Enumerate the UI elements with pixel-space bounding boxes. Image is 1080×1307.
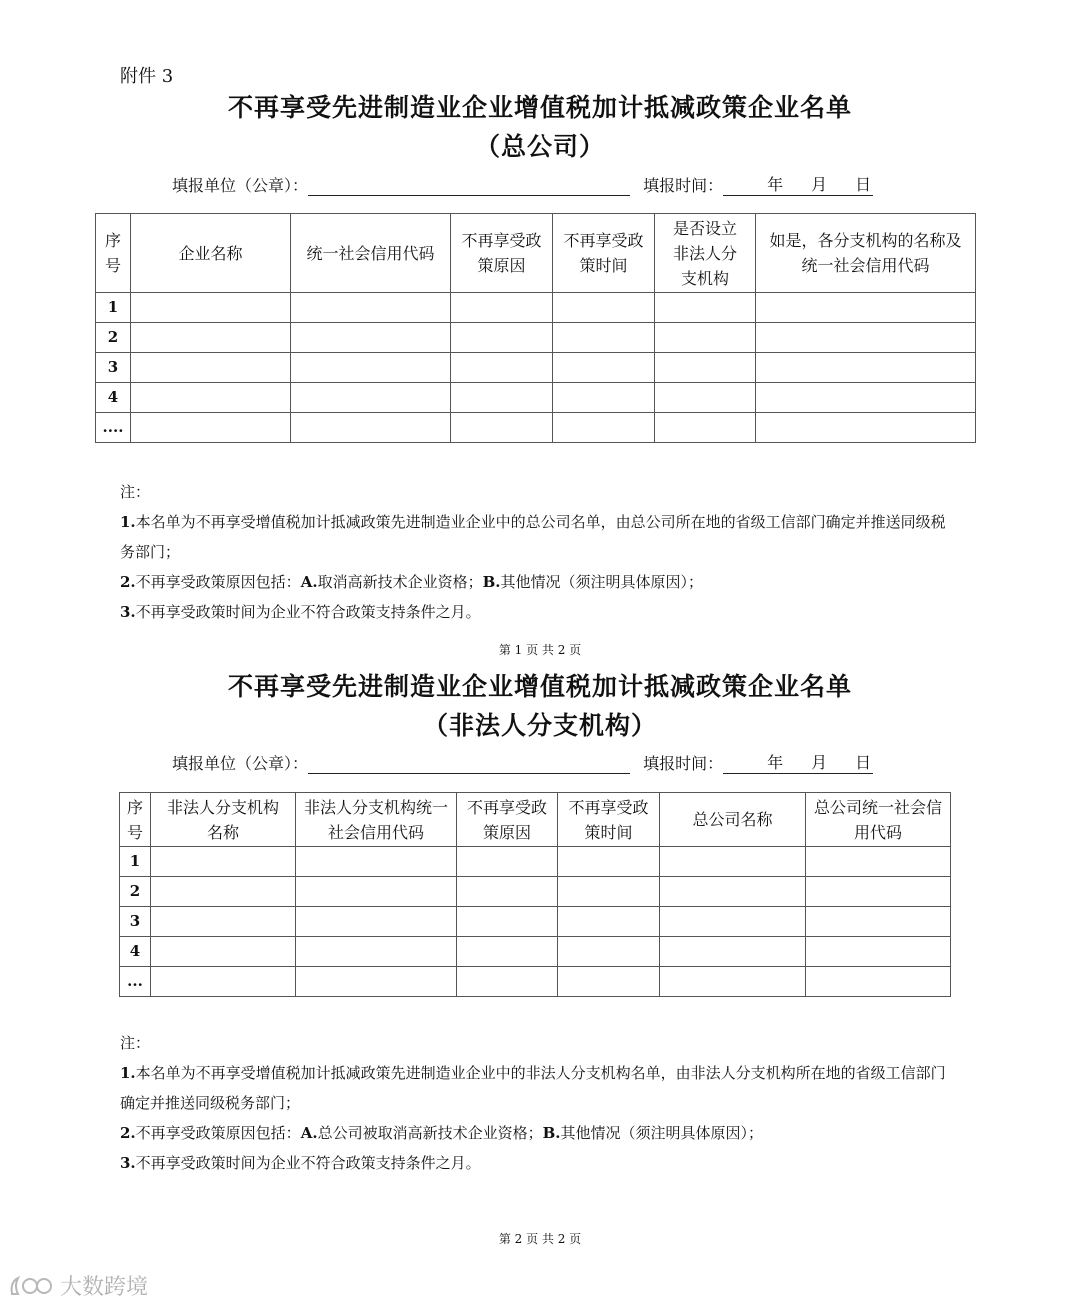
fill-unit-label: 填报单位（公章）： <box>172 176 309 195</box>
table-cell[interactable] <box>553 293 655 323</box>
fill-unit-field[interactable] <box>308 177 630 196</box>
header-cell: 总公司名称 <box>660 793 806 847</box>
table-cell[interactable] <box>558 877 660 907</box>
header-cell: 如是，各分支机构的名称及统一社会信用代码 <box>756 214 976 293</box>
row-number: 2 <box>120 877 151 907</box>
table-cell[interactable] <box>451 413 553 443</box>
table-cell[interactable] <box>131 353 291 383</box>
table-cell[interactable] <box>553 353 655 383</box>
table-cell[interactable] <box>660 967 806 997</box>
table-row <box>96 413 976 443</box>
table-cell[interactable] <box>451 383 553 413</box>
row-number: 1 <box>120 847 151 877</box>
header-cell: 非法人分支机构名称 <box>151 793 296 847</box>
table-cell[interactable] <box>655 383 756 413</box>
table-cell[interactable] <box>296 907 457 937</box>
table-cell[interactable] <box>806 847 951 877</box>
table-cell[interactable] <box>451 353 553 383</box>
fill-line <box>172 172 873 196</box>
date-year: 年 <box>767 175 784 194</box>
table-cell[interactable] <box>296 877 457 907</box>
table-cell[interactable] <box>553 383 655 413</box>
table-cell[interactable] <box>451 293 553 323</box>
notes-label: 注： <box>120 483 151 501</box>
table-cell[interactable] <box>291 383 451 413</box>
table-cell[interactable] <box>151 877 296 907</box>
table-cell[interactable] <box>457 967 558 997</box>
table-row <box>120 967 951 997</box>
table-row <box>96 293 976 323</box>
header-cell: 不再享受政策时间 <box>558 793 660 847</box>
table-cell[interactable] <box>151 937 296 967</box>
company-table <box>95 213 976 443</box>
row-number: 3 <box>120 907 151 937</box>
note-item: 3.不再享受政策时间为企业不符合政策支持条件之月。 <box>120 1154 481 1172</box>
table-row <box>120 877 951 907</box>
header-cell: 不再享受政策时间 <box>553 214 655 293</box>
notes-block <box>120 1028 960 1178</box>
table-cell[interactable] <box>553 323 655 353</box>
attachment-label: 附件 3 <box>120 66 174 87</box>
table-header-row <box>120 793 951 847</box>
table-row <box>96 383 976 413</box>
table-row <box>120 847 951 877</box>
fill-time-field[interactable] <box>723 750 873 774</box>
date-year: 年 <box>767 753 784 772</box>
table-cell[interactable] <box>457 937 558 967</box>
row-number: 4 <box>96 383 131 413</box>
branch-table <box>119 792 951 997</box>
table-cell[interactable] <box>457 847 558 877</box>
table-cell[interactable] <box>806 967 951 997</box>
table-cell[interactable] <box>553 413 655 443</box>
fill-time-label: 填报时间： <box>643 176 724 195</box>
fill-time-label: 填报时间： <box>643 754 724 773</box>
table-cell[interactable] <box>558 937 660 967</box>
page-number: 第 1 页 共 2 页 <box>498 643 582 657</box>
date-day: 日 <box>855 175 872 194</box>
table-cell[interactable] <box>131 323 291 353</box>
page-number: 第 2 页 共 2 页 <box>498 1232 582 1246</box>
page-subtitle: （非法人分支机构） <box>422 711 657 740</box>
row-number: .... <box>96 413 131 443</box>
watermark-text: 大数跨境 <box>60 1275 149 1300</box>
table-row <box>96 323 976 353</box>
table-cell[interactable] <box>451 323 553 353</box>
table-cell[interactable] <box>151 847 296 877</box>
table-cell[interactable] <box>756 353 976 383</box>
table-cell[interactable] <box>131 413 291 443</box>
notes-label: 注： <box>120 1034 151 1052</box>
table-cell[interactable] <box>660 847 806 877</box>
table-cell[interactable] <box>291 293 451 323</box>
table-cell[interactable] <box>806 937 951 967</box>
page-title: 不再享受先进制造业企业增值税加计抵减政策企业名单 <box>227 672 852 701</box>
note-item: 3.不再享受政策时间为企业不符合政策支持条件之月。 <box>120 603 481 621</box>
table-cell[interactable] <box>151 967 296 997</box>
header-cell: 不再享受政策原因 <box>451 214 553 293</box>
table-cell[interactable] <box>806 877 951 907</box>
table-cell[interactable] <box>131 383 291 413</box>
row-number: ... <box>120 967 151 997</box>
table-cell[interactable] <box>756 323 976 353</box>
note-item: 2.不再享受政策原因包括：A.总公司被取消高新技术企业资格；B.其他情况（须注明具体原因）； <box>120 1124 763 1142</box>
row-number: 2 <box>96 323 131 353</box>
table-cell[interactable] <box>655 413 756 443</box>
fill-time-field[interactable] <box>723 172 873 196</box>
header-cell: 企业名称 <box>131 214 291 293</box>
header-cell: 统一社会信用代码 <box>291 214 451 293</box>
row-number: 1 <box>96 293 131 323</box>
header-cell: 是否设立非法人分支机构 <box>655 214 756 293</box>
header-cell: 序号 <box>96 214 131 293</box>
date-month: 月 <box>811 175 828 194</box>
header-cell: 序号 <box>120 793 151 847</box>
header-cell: 非法人分支机构统一社会信用代码 <box>296 793 457 847</box>
table-cell[interactable] <box>558 907 660 937</box>
table-cell[interactable] <box>558 847 660 877</box>
fill-unit-field[interactable] <box>308 755 630 774</box>
table-cell[interactable] <box>756 413 976 443</box>
table-cell[interactable] <box>296 937 457 967</box>
table-cell[interactable] <box>457 907 558 937</box>
table-cell[interactable] <box>291 323 451 353</box>
note-item: 2.不再享受政策原因包括：A.取消高新技术企业资格；B.其他情况（须注明具体原因）； <box>120 573 703 591</box>
fill-line <box>172 750 873 774</box>
date-month: 月 <box>811 753 828 772</box>
table-cell[interactable] <box>291 413 451 443</box>
table-cell[interactable] <box>756 293 976 323</box>
page-title: 不再享受先进制造业企业增值税加计抵减政策企业名单 <box>227 93 852 122</box>
table-cell[interactable] <box>756 383 976 413</box>
row-number: 4 <box>120 937 151 967</box>
table-cell[interactable] <box>457 877 558 907</box>
table-cell[interactable] <box>660 907 806 937</box>
table-row <box>120 907 951 937</box>
table-cell[interactable] <box>151 907 296 937</box>
header-cell: 不再享受政策原因 <box>457 793 558 847</box>
table-cell[interactable] <box>655 353 756 383</box>
table-row <box>96 353 976 383</box>
header-cell: 总公司统一社会信用代码 <box>806 793 951 847</box>
date-day: 日 <box>855 753 872 772</box>
table-cell[interactable] <box>806 907 951 937</box>
table-cell[interactable] <box>660 877 806 907</box>
table-cell[interactable] <box>296 967 457 997</box>
note-item: 1.本名单为不再享受增值税加计抵减政策先进制造业企业中的总公司名单，由总公司所在地的省级工信部门确定并推送同级税务部门； <box>120 513 946 561</box>
fill-unit-label: 填报单位（公章）： <box>172 754 309 773</box>
table-header-row <box>96 214 976 293</box>
table-row <box>120 937 951 967</box>
table-cell[interactable] <box>655 293 756 323</box>
table-cell[interactable] <box>291 353 451 383</box>
note-item: 1.本名单为不再享受增值税加计抵减政策先进制造业企业中的非法人分支机构名单，由非法人分支机构所在地的省级工信部门确定并推送同级税务部门； <box>120 1064 946 1112</box>
table-cell[interactable] <box>655 323 756 353</box>
table-cell[interactable] <box>296 847 457 877</box>
row-number: 3 <box>96 353 131 383</box>
watermark <box>8 1270 148 1301</box>
table-cell[interactable] <box>558 967 660 997</box>
watermark-logo-icon <box>8 1274 54 1298</box>
table-cell[interactable] <box>660 937 806 967</box>
table-cell[interactable] <box>131 293 291 323</box>
notes-block <box>120 477 960 627</box>
page-subtitle: （总公司） <box>474 132 605 161</box>
